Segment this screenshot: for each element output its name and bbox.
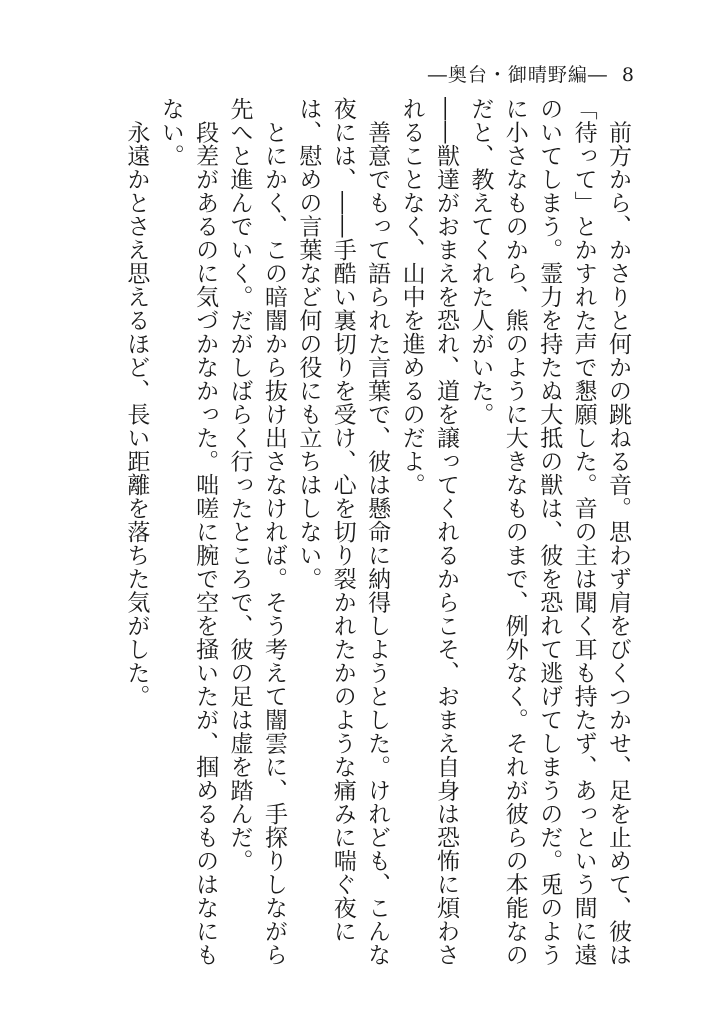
chapter-title: ―奥台・御晴野編― <box>427 64 608 86</box>
running-header <box>428 60 635 87</box>
paragraph-5: 段差があるのに気づかなかった。咄嗟に腕で空を掻いたが、掴めるものはなにもない。 <box>157 97 219 967</box>
page-number: 8 <box>621 64 635 86</box>
paragraph-6: 永遠かとさえ思えるほど、長い距離を落ちた気がした。 <box>123 97 150 708</box>
vertical-body-text <box>75 97 635 977</box>
paragraph-3: 善意でもって語られた言葉で、彼は懸命に納得しようとした。けれども、こんな夜には、――手酷い裏切りを受け、心を切り裂かれたかのような痛みに喘ぐ夜には、慰めの言葉など何の役にも立ちはしない。 <box>295 97 391 967</box>
paragraph-4: とにかく、この暗闇から抜け出さなければ。そう考えて闇雲に、手探りしながら先へと進んでいく。だがしばらく行ったところで、彼の足は虚を踏んだ。 <box>226 97 287 967</box>
paragraph-1: 前方から、かさりと何かの跳ねる音。思わず肩をびくつかせ、足を止めて、彼は「待って」とかすれた声で懇願した。音の主は聞く耳も持たず、あっという間に遠のいてしまう。霊力を持たぬ大抵の獣は、彼を恐れて逃げてしまうのだ。兎のように小さなものから、熊のように大きなものまで、例外なく。それが彼らの本能なのだと、教えてくれた人がいた。 <box>467 97 631 967</box>
paragraph-2: ――獣達がおまえを恐れ、道を譲ってくれるからこそ、おまえ自身は恐怖に煩わされることなく、山中を進めるのだよ。 <box>398 97 459 967</box>
